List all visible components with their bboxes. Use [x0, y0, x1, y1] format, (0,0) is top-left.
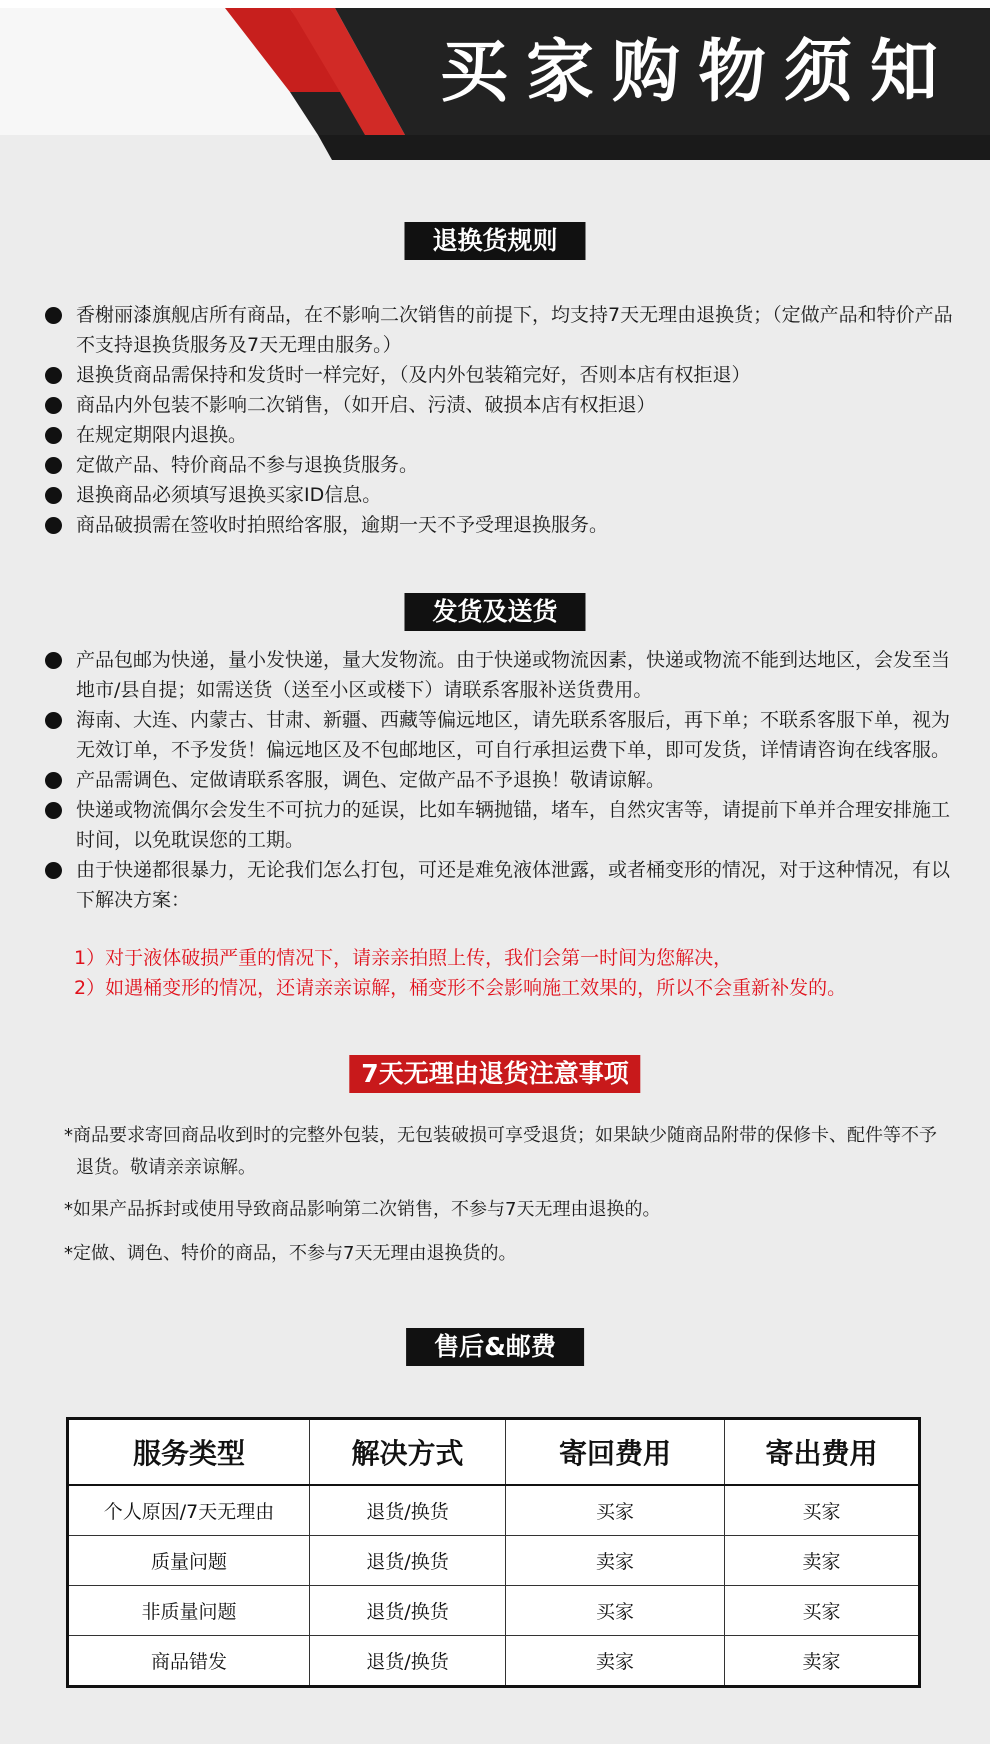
table-cell: 退货/换货	[310, 1586, 506, 1636]
list-item: 退换商品必须填写退换买家ID信息。	[42, 480, 957, 510]
list-item: 退换货商品需保持和发货时一样完好，（及内外包装箱完好，否则本店有权拒退）	[42, 360, 957, 390]
list-item: 在规定期限内退换。	[42, 420, 957, 450]
bullet-icon	[45, 712, 62, 729]
bullet-icon	[45, 487, 62, 504]
table-row	[68, 1485, 920, 1536]
after-sales-table	[66, 1417, 921, 1688]
list-item: 由于快递都很暴力，无论我们怎么打包，可还是难免液体泄露，或者桶变形的情况，对于这种情况，有以下解决方案：	[42, 855, 957, 915]
table-header-row	[68, 1419, 920, 1486]
bullet-icon	[45, 397, 62, 414]
list-item: 定做产品、特价商品不参与退换货服务。	[42, 450, 957, 480]
bullet-icon	[45, 367, 62, 384]
table-cell: 退货/换货	[310, 1485, 506, 1536]
table-cell: 质量问题	[68, 1536, 310, 1586]
page-title: 买家购物须知	[439, 33, 956, 112]
table-row	[68, 1636, 920, 1687]
note-item: *如果产品拆封或使用导致商品影响第二次销售，不参与7天无理由退换的。	[64, 1199, 661, 1220]
column-header: 寄出费用	[725, 1419, 920, 1486]
table-cell: 商品错发	[68, 1636, 310, 1687]
table-cell: 买家	[725, 1586, 920, 1636]
solution-1: 1）对于液体破损严重的情况下，请亲亲拍照上传，我们会第一时间为您解决，	[74, 947, 733, 969]
column-header: 服务类型	[68, 1419, 310, 1486]
section-title-seven-day: 7天无理由退货注意事项	[349, 1055, 640, 1093]
bullet-icon	[45, 517, 62, 534]
table-cell: 卖家	[506, 1536, 725, 1586]
section-title-shipping: 发货及送货	[404, 593, 585, 631]
table-cell: 买家	[506, 1586, 725, 1636]
table-cell: 卖家	[725, 1636, 920, 1687]
list-item: 香榭丽漆旗舰店所有商品，在不影响二次销售的前提下，均支持7天无理由退换货；（定做产品和特价产品不支持退换货服务及7天无理由服务。）	[42, 300, 957, 360]
bullet-icon	[45, 307, 62, 324]
list-item: 产品包邮为快递，量小发快递，量大发物流。由于快递或物流因素，快递或物流不能到达地区，会发至当地市/县自提；如需送货（送至小区或楼下）请联系客服补送货费用。	[42, 645, 957, 705]
bullet-icon	[45, 652, 62, 669]
header-banner	[0, 0, 990, 165]
list-item: 快递或物流偶尔会发生不可抗力的延误，比如车辆抛锚，堵车，自然灾害等，请提前下单并合理安排施工时间，以免耽误您的工期。	[42, 795, 957, 855]
list-item: 商品破损需在签收时拍照给客服，逾期一天不予受理退换服务。	[42, 510, 957, 540]
returns-list	[42, 300, 957, 540]
bullet-icon	[45, 802, 62, 819]
list-item: 海南、大连、内蒙古、甘肃、新疆、西藏等偏远地区，请先联系客服后，再下单；不联系客服下单，视为无效订单，不予发货！偏远地区及不包邮地区，可自行承担运费下单，即可发货，详情请咨询在线客服。	[42, 705, 957, 765]
table-cell: 买家	[506, 1485, 725, 1536]
table-row	[68, 1536, 920, 1586]
bullet-icon	[45, 772, 62, 789]
note-item: *定做、调色、特价的商品，不参与7天无理由退换货的。	[64, 1243, 517, 1264]
list-item: 产品需调色、定做请联系客服，调色、定做产品不予退换！敬请谅解。	[42, 765, 957, 795]
table-cell: 买家	[725, 1485, 920, 1536]
table-cell: 退货/换货	[310, 1636, 506, 1687]
table-row	[68, 1586, 920, 1636]
table-cell: 卖家	[725, 1536, 920, 1586]
seven-day-notes	[64, 1120, 944, 1184]
bullet-icon	[45, 427, 62, 444]
seven-day-notes-3	[64, 1238, 944, 1270]
shipping-list	[42, 645, 957, 915]
table-cell: 个人原因/7天无理由	[68, 1485, 310, 1536]
section-title-after-sales: 售后&邮费	[406, 1328, 584, 1366]
column-header: 解决方式	[310, 1419, 506, 1486]
table-cell: 非质量问题	[68, 1586, 310, 1636]
list-item: 商品内外包装不影响二次销售，（如开启、污渍、破损本店有权拒退）	[42, 390, 957, 420]
seven-day-notes-2	[64, 1194, 944, 1226]
solution-2: 2）如遇桶变形的情况，还请亲亲谅解，桶变形不会影响施工效果的，所以不会重新补发的。	[74, 977, 847, 999]
table-cell: 卖家	[506, 1636, 725, 1687]
note-item: *商品要求寄回商品收到时的完整外包装，无包装破损可享受退货；如果缺少随商品附带的保修卡、配件等不予退货。敬请亲亲谅解。	[64, 1125, 937, 1178]
section-title-returns: 退换货规则	[404, 222, 585, 260]
bullet-icon	[45, 457, 62, 474]
table-cell: 退货/换货	[310, 1536, 506, 1586]
column-header: 寄回费用	[506, 1419, 725, 1486]
bullet-icon	[45, 862, 62, 879]
